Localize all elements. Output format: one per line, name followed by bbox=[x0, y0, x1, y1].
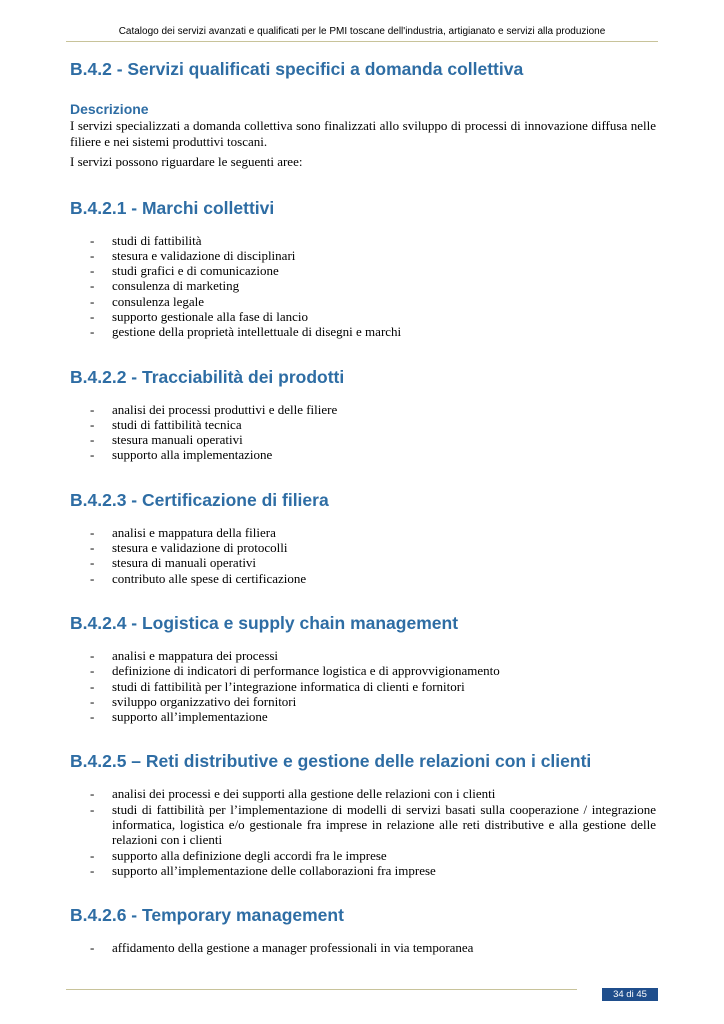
list-item: - studi di fattibilità per l’implementazione di modelli di servizi basati sulla cooperazione / integrazione informatica, logistica e/o gestionale fra imprese in relazione alle reti distributive e alla gestione delle relazioni con i clienti bbox=[70, 802, 656, 848]
section-title-marchi-collettivi: B.4.2.1 - Marchi collettivi bbox=[70, 197, 275, 218]
section-title-certificazione: B.4.2.3 - Certificazione di filiera bbox=[70, 489, 329, 510]
header-divider bbox=[66, 41, 658, 42]
list-item: - studi di fattibilità bbox=[70, 233, 656, 248]
description-heading: Descrizione bbox=[70, 101, 149, 117]
section-list-tracciabilita bbox=[70, 402, 656, 463]
list-item: - definizione di indicatori di performance logistica e di approvvigionamento bbox=[70, 663, 656, 678]
list-item: - consulenza di marketing bbox=[70, 278, 656, 293]
section-list-logistica bbox=[70, 648, 656, 724]
list-item: - sviluppo organizzativo dei fornitori bbox=[70, 694, 656, 709]
footer-divider bbox=[66, 989, 577, 990]
list-item: - stesura manuali operativi bbox=[70, 432, 656, 447]
list-item: - stesura e validazione di protocolli bbox=[70, 540, 656, 555]
list-item: - contributo alle spese di certificazione bbox=[70, 571, 656, 586]
page-content bbox=[70, 58, 656, 956]
list-item: - affidamento della gestione a manager professionali in via temporanea bbox=[70, 940, 656, 955]
section-list-temporary-management bbox=[70, 940, 656, 955]
page-number-badge: 34 di 45 bbox=[602, 988, 658, 1001]
page-title: B.4.2 - Servizi qualificati specifici a domanda collettiva bbox=[70, 59, 524, 79]
section-list-certificazione bbox=[70, 525, 656, 586]
list-item: - analisi dei processi produttivi e delle filiere bbox=[70, 402, 656, 417]
list-item: - supporto gestionale alla fase di lancio bbox=[70, 309, 656, 324]
description-paragraph: I servizi possono riguardare le seguenti aree: bbox=[70, 154, 303, 169]
list-item: - analisi e mappatura dei processi bbox=[70, 648, 656, 663]
list-item: - gestione della proprietà intellettuale di disegni e marchi bbox=[70, 324, 656, 339]
list-item: - supporto alla definizione degli accordi fra le imprese bbox=[70, 848, 656, 863]
list-item: - analisi e mappatura della filiera bbox=[70, 525, 656, 540]
description-paragraph: I servizi specializzati a domanda collettiva sono finalizzati allo sviluppo di processi di innovazione diffusa nelle filiere e nei sistemi produttivi toscani. bbox=[70, 118, 656, 149]
section-title-tracciabilita: B.4.2.2 - Tracciabilità dei prodotti bbox=[70, 366, 345, 387]
section-title-reti-distributive: B.4.2.5 – Reti distributive e gestione delle relazioni con i clienti bbox=[70, 751, 592, 772]
section-list-reti-distributive bbox=[70, 786, 656, 878]
list-item: - stesura di manuali operativi bbox=[70, 555, 656, 570]
section-title-logistica: B.4.2.4 - Logistica e supply chain management bbox=[70, 612, 459, 633]
section-title-temporary-management: B.4.2.6 - Temporary management bbox=[70, 905, 344, 926]
running-header: Catalogo dei servizi avanzati e qualificati per le PMI toscane dell'industria, artigianato e servizi alla produzione bbox=[118, 26, 606, 37]
section-list-marchi-collettivi bbox=[70, 233, 656, 340]
list-item: - consulenza legale bbox=[70, 294, 656, 309]
list-item: - studi di fattibilità tecnica bbox=[70, 417, 656, 432]
list-item: - studi grafici e di comunicazione bbox=[70, 263, 656, 278]
list-item: - supporto alla implementazione bbox=[70, 447, 656, 462]
list-item: - studi di fattibilità per l’integrazione informatica di clienti e fornitori bbox=[70, 679, 656, 694]
list-item: - analisi dei processi e dei supporti alla gestione delle relazioni con i clienti bbox=[70, 786, 656, 801]
list-item: - stesura e validazione di disciplinari bbox=[70, 248, 656, 263]
list-item: - supporto all’implementazione delle collaborazioni fra imprese bbox=[70, 863, 656, 878]
list-item: - supporto all’implementazione bbox=[70, 709, 656, 724]
